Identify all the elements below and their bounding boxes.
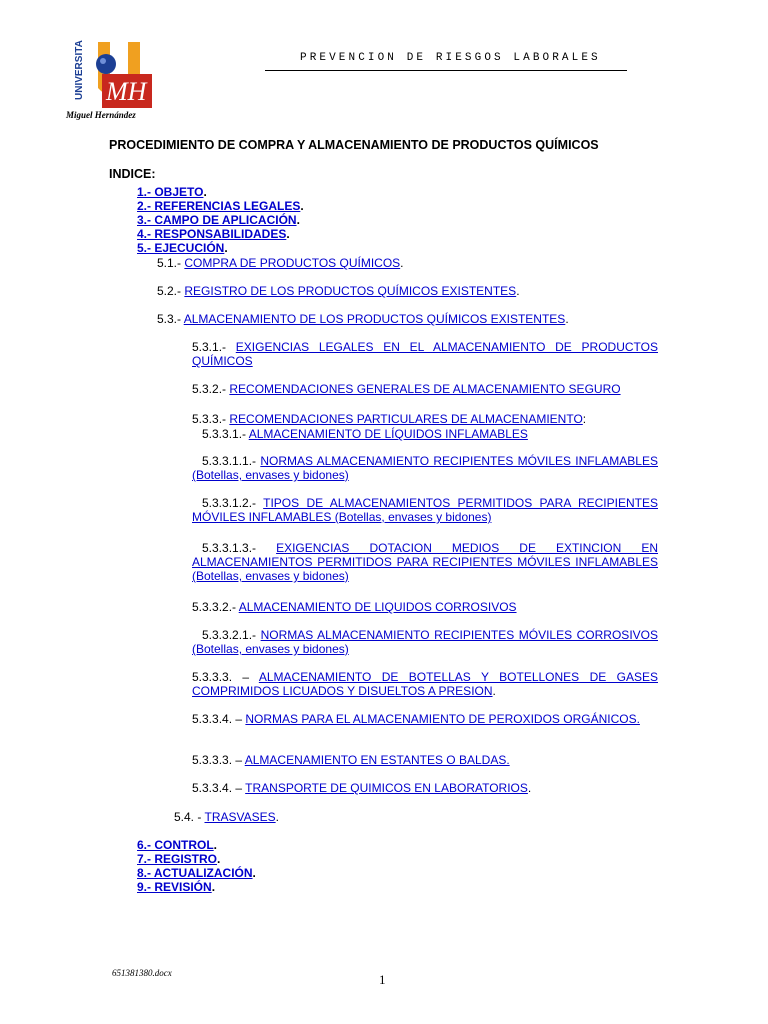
toc-item-5-3-3-4b: 5.3.3.4. – TRANSPORTE DE QUIMICOS EN LABORATORIOS. — [192, 781, 532, 795]
toc-link-5-3-3-2[interactable]: ALMACENAMIENTO DE LIQUIDOS CORROSIVOS — [238, 600, 517, 614]
logo-wordmark: UNIVERSITAS — [74, 40, 85, 100]
toc-item-5-3-3-3b — [192, 753, 510, 767]
toc-item-number: 5.3.3.1.2.- — [202, 496, 257, 510]
toc-item-5-3-3-2 — [192, 600, 517, 614]
toc-item-number: 5.3.3.2.- — [192, 600, 237, 614]
toc-item-number: 5.3.3.1.- — [202, 427, 247, 441]
toc-main-item: 6.- CONTROL. — [137, 838, 218, 852]
index-label: INDICE: — [109, 167, 156, 181]
toc-main-item: 5.- EJECUCIÓN. — [137, 241, 228, 255]
toc-link-revision[interactable]: 9.- REVISIÓN — [137, 880, 212, 894]
toc-link-5-3[interactable]: ALMACENAMIENTO DE LOS PRODUCTOS QUÍMICOS EXISTENTES — [183, 312, 566, 326]
toc-main-item: 7.- REGISTRO. — [137, 852, 221, 866]
toc-item-5-3-3-1-2 — [192, 496, 658, 524]
toc-link-5-3-3-4b[interactable]: TRANSPORTE DE QUIMICOS EN LABORATORIOS — [245, 781, 528, 795]
toc-main-list — [137, 185, 304, 255]
toc-final-list — [137, 838, 256, 894]
toc-link-5-1[interactable]: COMPRA DE PRODUCTOS QUÍMICOS — [184, 256, 401, 270]
toc-link-5-3-3-2-1[interactable]: NORMAS ALMACENAMIENTO RECIPIENTES MÓVILES CORROSIVOS (Botellas, envases y bidones) — [192, 628, 658, 656]
toc-link-5-3-3-1-1[interactable]: NORMAS ALMACENAMIENTO RECIPIENTES MÓVILES INFLAMABLES (Botellas, envases y bidones) — [192, 454, 658, 482]
toc-link-ejecucion[interactable]: 5.- EJECUCIÓN — [137, 241, 225, 255]
toc-item-number: 5.3.2.- — [192, 382, 227, 396]
toc-item-5-3-3: 5.3.3.- RECOMENDACIONES PARTICULARES DE ALMACENAMIENTO: — [192, 412, 587, 426]
toc-item-5-3-3-1 — [202, 427, 528, 441]
page-title: PROCEDIMIENTO DE COMPRA Y ALMACENAMIENTO DE PRODUCTOS QUÍMICOS — [109, 138, 599, 152]
toc-link-5-3-1[interactable]: EXIGENCIAS LEGALES EN EL ALMACENAMIENTO DE PRODUCTOS QUÍMICOS — [192, 340, 658, 368]
toc-item-5-4: 5.4. - TRASVASES. — [174, 810, 279, 824]
toc-link-5-2[interactable]: REGISTRO DE LOS PRODUCTOS QUÍMICOS EXISTENTES — [184, 284, 517, 298]
page-number: 1 — [379, 972, 386, 987]
toc-main-item: 4.- RESPONSABILIDADES. — [137, 227, 290, 241]
toc-item-5-3-1 — [192, 340, 658, 368]
toc-item-number: 5.3.3.3. – — [192, 753, 243, 767]
toc-item-5-3-3-2-1 — [192, 628, 658, 656]
toc-item-number: 5.3.- — [157, 312, 182, 326]
toc-link-5-3-3-3a[interactable]: ALMACENAMIENTO DE BOTELLAS Y BOTELLONES DE GASES COMPRIMIDOS LICUADOS Y DISUELTOS A PRESION — [192, 670, 658, 698]
toc-link-objeto[interactable]: 1.- OBJETO — [137, 185, 204, 199]
toc-item-5-2: 5.2.- REGISTRO DE LOS PRODUCTOS QUÍMICOS EXISTENTES. — [157, 284, 520, 298]
toc-link-5-3-3-4a[interactable]: NORMAS PARA EL ALMACENAMIENTO DE PEROXIDOS ORGÁNICOS. — [245, 712, 640, 726]
toc-link-5-3-3[interactable]: RECOMENDACIONES PARTICULARES DE ALMACENAMIENTO — [229, 412, 583, 426]
toc-item-number: 5.3.1.- — [192, 340, 227, 354]
toc-main-item: 3.- CAMPO DE APLICACIÓN. — [137, 213, 300, 227]
toc-link-5-3-3-1-2[interactable]: TIPOS DE ALMACENAMIENTOS PERMITIDOS PARA RECIPIENTES MÓVILES INFLAMABLES (Botellas, envases y bidones) — [192, 496, 658, 524]
toc-item-number: 5.4. - — [174, 810, 202, 824]
toc-item-5-3-2 — [192, 382, 621, 396]
toc-main-item: 9.- REVISIÓN. — [137, 880, 216, 894]
toc-main-item: 8.- ACTUALIZACIÓN. — [137, 866, 256, 880]
toc-link-5-3-3-3b[interactable]: ALMACENAMIENTO EN ESTANTES O BALDAS. — [244, 753, 510, 767]
toc-link-referencias[interactable]: 2.- REFERENCIAS LEGALES — [137, 199, 301, 213]
toc-item-number: 5.3.3.4. – — [192, 781, 243, 795]
toc-link-control[interactable]: 6.- CONTROL — [137, 838, 214, 852]
toc-link-actualizacion[interactable]: 8.- ACTUALIZACIÓN — [137, 866, 253, 880]
toc-item-5-3-3-1-1 — [192, 454, 658, 482]
toc-item-5-3-3-1-3 — [192, 541, 658, 583]
toc-item-number: 5.3.3.3. – — [192, 670, 250, 684]
footer-filename: 651381380.docx — [112, 968, 172, 978]
toc-link-5-4[interactable]: TRASVASES — [204, 810, 276, 824]
toc-link-campo[interactable]: 3.- CAMPO DE APLICACIÓN — [137, 213, 297, 227]
toc-item-number: 5.3.3.2.1.- — [202, 628, 257, 642]
toc-item-5-3-3-4a — [192, 712, 658, 726]
toc-item-5-3-3-3a: 5.3.3.3. – ALMACENAMIENTO DE BOTELLAS Y BOTELLONES DE GASES COMPRIMIDOS LICUADOS Y DISUELTOS A PRESION. — [192, 670, 658, 698]
toc-link-responsabilidades[interactable]: 4.- RESPONSABILIDADES — [137, 227, 287, 241]
toc-link-registro[interactable]: 7.- REGISTRO — [137, 852, 218, 866]
toc-item-number: 5.3.3.1.3.- — [202, 541, 257, 555]
logo-caption: Miguel Hernández — [66, 110, 136, 120]
header-title: PREVENCION DE RIESGOS LABORALES — [300, 52, 601, 64]
toc-link-5-3-3-1-3[interactable]: EXIGENCIAS DOTACION MEDIOS DE EXTINCION EN ALMACENAMIENTOS PERMITIDOS PARA RECIPIENTES MÓVILES INFLAMABLES (Botellas, envases y bidones) — [192, 541, 658, 583]
toc-item-5-1: 5.1.- COMPRA DE PRODUCTOS QUÍMICOS. — [157, 256, 404, 270]
toc-link-5-3-2[interactable]: RECOMENDACIONES GENERALES DE ALMACENAMIENTO SEGURO — [229, 382, 621, 396]
toc-item-number: 5.1.- — [157, 256, 182, 270]
toc-main-item: 1.- OBJETO. — [137, 185, 207, 199]
header-rule — [265, 70, 627, 71]
toc-item-number: 5.3.3.4. – — [192, 712, 243, 726]
toc-item-number: 5.3.3.1.1.- — [202, 454, 257, 468]
toc-item-number: 5.3.3.- — [192, 412, 227, 426]
toc-link-5-3-3-1[interactable]: ALMACENAMIENTO DE LÍQUIDOS INFLAMABLES — [248, 427, 528, 441]
logo-monogram: MH — [106, 77, 147, 106]
toc-item-5-3: 5.3.- ALMACENAMIENTO DE LOS PRODUCTOS QUÍMICOS EXISTENTES. — [157, 312, 569, 326]
toc-main-item: 2.- REFERENCIAS LEGALES. — [137, 199, 304, 213]
toc-item-number: 5.2.- — [157, 284, 182, 298]
